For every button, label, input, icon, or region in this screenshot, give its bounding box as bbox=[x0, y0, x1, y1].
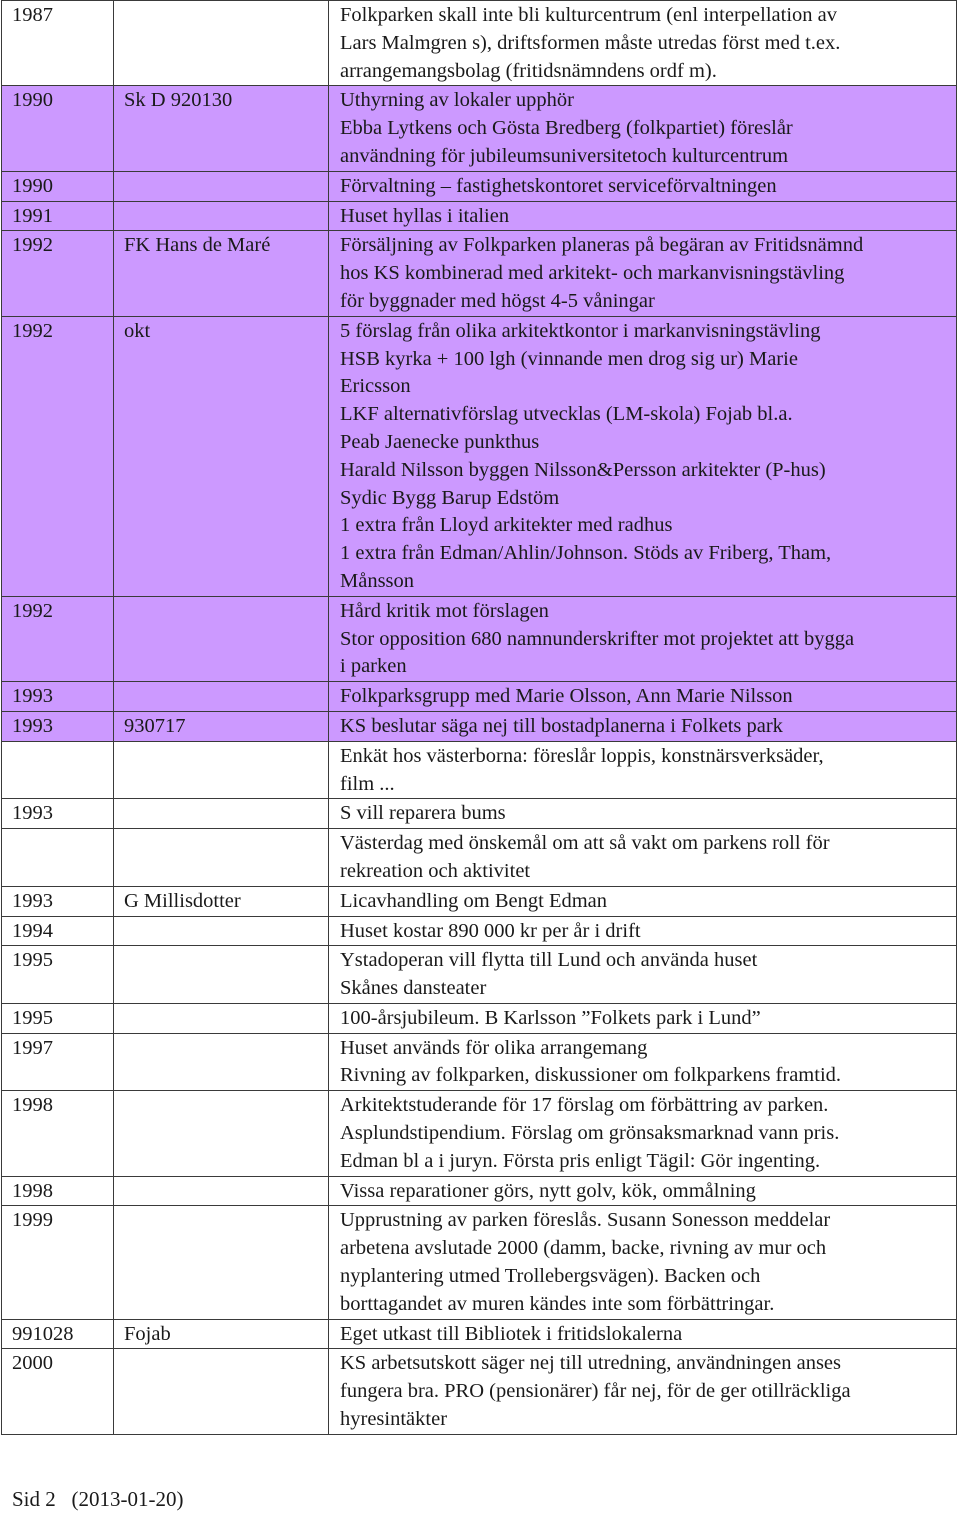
reference-cell: Sk D 920130 bbox=[114, 86, 329, 171]
year-cell bbox=[2, 741, 114, 799]
description-cell bbox=[329, 316, 957, 596]
year-cell bbox=[2, 829, 114, 887]
description-line: Huset kostar 890 000 kr per år i drift bbox=[340, 919, 641, 942]
page-number: Sid 2 bbox=[12, 1487, 56, 1511]
description-line: Skånes dansteater bbox=[340, 977, 487, 1000]
description-cell bbox=[329, 711, 957, 741]
table-row bbox=[2, 829, 957, 887]
description-line: Rivning av folkparken, diskussioner om folkparkens framtid. bbox=[340, 1064, 842, 1087]
reference-cell bbox=[114, 741, 329, 799]
reference-cell bbox=[114, 1033, 329, 1091]
table-row bbox=[2, 711, 957, 741]
reference-cell bbox=[114, 1176, 329, 1206]
table-row bbox=[2, 1003, 957, 1033]
description-line: Folkparksgrupp med Marie Olsson, Ann Marie Nilsson bbox=[340, 685, 793, 708]
reference-cell bbox=[114, 829, 329, 887]
year-cell: 1992 bbox=[2, 316, 114, 596]
reference-cell: FK Hans de Maré bbox=[114, 231, 329, 316]
year-cell: 1990 bbox=[2, 171, 114, 201]
description-cell bbox=[329, 886, 957, 916]
table-row bbox=[2, 682, 957, 712]
description-line: Huset hyllas i italien bbox=[340, 204, 510, 227]
reference-cell bbox=[114, 799, 329, 829]
year-cell: 1998 bbox=[2, 1176, 114, 1206]
table-row bbox=[2, 799, 957, 829]
description-line: arbetena avslutade 2000 (damm, backe, rivning av mur och bbox=[340, 1237, 827, 1260]
description-line: i parken bbox=[340, 655, 407, 678]
table-row bbox=[2, 886, 957, 916]
description-line: Licavhandling om Bengt Edman bbox=[340, 889, 608, 912]
description-line: Edman bl a i juryn. Första pris enligt Tägil: Gör ingenting. bbox=[340, 1149, 821, 1172]
table-row bbox=[2, 946, 957, 1004]
description-cell bbox=[329, 231, 957, 316]
description-line: 5 förslag från olika arkitektkontor i markanvisningstävling bbox=[340, 319, 821, 342]
reference-cell bbox=[114, 201, 329, 231]
year-cell: 1994 bbox=[2, 916, 114, 946]
description-cell bbox=[329, 799, 957, 829]
description-line: 1 extra från Edman/Ahlin/Johnson. Stöds av Friberg, Tham, bbox=[340, 542, 832, 565]
year-cell: 991028 bbox=[2, 1319, 114, 1349]
table-row bbox=[2, 171, 957, 201]
description-line: Huset används för olika arrangemang bbox=[340, 1036, 648, 1059]
description-line: Uthyrning av lokaler upphör bbox=[340, 89, 574, 112]
table-row bbox=[2, 86, 957, 171]
description-cell bbox=[329, 682, 957, 712]
year-cell: 1993 bbox=[2, 711, 114, 741]
table-row bbox=[2, 1349, 957, 1434]
description-line: Försäljning av Folkparken planeras på begäran av Fritidsnämnd bbox=[340, 234, 864, 257]
year-cell: 1991 bbox=[2, 201, 114, 231]
reference-cell bbox=[114, 1206, 329, 1319]
description-line: Folkparken skall inte bli kulturcentrum (enl interpellation av bbox=[340, 4, 837, 26]
table-row bbox=[2, 1091, 957, 1176]
description-cell bbox=[329, 1, 957, 86]
reference-cell bbox=[114, 1091, 329, 1176]
description-cell bbox=[329, 1176, 957, 1206]
year-cell: 1995 bbox=[2, 946, 114, 1004]
description-cell bbox=[329, 86, 957, 171]
description-cell bbox=[329, 1319, 957, 1349]
description-line: Eget utkast till Bibliotek i fritidslokalerna bbox=[340, 1322, 683, 1345]
description-cell bbox=[329, 916, 957, 946]
description-cell bbox=[329, 1091, 957, 1176]
description-line: Hård kritik mot förslagen bbox=[340, 599, 549, 622]
description-line: borttagandet av muren kändes inte som förbättringar. bbox=[340, 1292, 775, 1315]
description-line: Månsson bbox=[340, 569, 415, 592]
description-cell bbox=[329, 171, 957, 201]
description-line: Stor opposition 680 namnunderskrifter mot projektet att bygga bbox=[340, 627, 855, 650]
description-line: Ystadoperan vill flytta till Lund och använda huset bbox=[340, 949, 758, 972]
description-line: Enkät hos västerborna: föreslår loppis, konstnärsverksäder, bbox=[340, 744, 824, 767]
description-line: Ebba Lytkens och Gösta Bredberg (folkpartiet) föreslår bbox=[340, 117, 793, 140]
description-line: HSB kyrka + 100 lgh (vinnande men drog sig ur) Marie bbox=[340, 347, 798, 370]
description-line: för byggnader med högst 4-5 våningar bbox=[340, 289, 655, 312]
table-row bbox=[2, 201, 957, 231]
table-row bbox=[2, 916, 957, 946]
chronology-table-body bbox=[2, 1, 957, 1435]
description-line: KS beslutar säga nej till bostadplanerna i Folkets park bbox=[340, 714, 783, 737]
year-cell: 1992 bbox=[2, 231, 114, 316]
table-row bbox=[2, 741, 957, 799]
description-cell bbox=[329, 1349, 957, 1434]
table-row bbox=[2, 1, 957, 86]
description-line: hyresintäkter bbox=[340, 1408, 448, 1431]
document-date: (2013-01-20) bbox=[71, 1487, 184, 1511]
description-cell bbox=[329, 1033, 957, 1091]
description-cell bbox=[329, 201, 957, 231]
reference-cell bbox=[114, 1349, 329, 1434]
description-line: Västerdag med önskemål om att så vakt om parkens roll för bbox=[340, 832, 830, 855]
reference-cell bbox=[114, 1, 329, 86]
table-row bbox=[2, 1319, 957, 1349]
description-line: arrangemangsbolag (fritidsnämndens ordf m). bbox=[340, 59, 717, 82]
description-cell bbox=[329, 741, 957, 799]
description-line: Sydic Bygg Barup Edstöm bbox=[340, 486, 560, 509]
description-line: Harald Nilsson byggen Nilsson&Persson arkitekter (P-hus) bbox=[340, 458, 826, 481]
description-line: 100-årsjubileum. B Karlsson ”Folkets park i Lund” bbox=[340, 1006, 761, 1029]
year-cell: 1992 bbox=[2, 596, 114, 681]
description-line: Ericsson bbox=[340, 375, 411, 398]
reference-cell bbox=[114, 916, 329, 946]
table-row bbox=[2, 231, 957, 316]
reference-cell bbox=[114, 946, 329, 1004]
description-cell bbox=[329, 1003, 957, 1033]
year-cell: 1993 bbox=[2, 799, 114, 829]
description-line: användning för jubileumsuniversitetoch kulturcentrum bbox=[340, 144, 789, 167]
table-row bbox=[2, 316, 957, 596]
description-line: hos KS kombinerad med arkitekt- och markanvisningstävling bbox=[340, 262, 845, 285]
year-cell: 1990 bbox=[2, 86, 114, 171]
description-line: Upprustning av parken föreslås. Susann Sonesson meddelar bbox=[340, 1209, 831, 1232]
description-line: LKF alternativförslag utvecklas (LM-skola) Fojab bl.a. bbox=[340, 403, 793, 426]
reference-cell bbox=[114, 171, 329, 201]
chronology-table bbox=[1, 0, 957, 1435]
table-row bbox=[2, 1206, 957, 1319]
reference-cell: G Millisdotter bbox=[114, 886, 329, 916]
description-line: nyplantering utmed Trollebergsvägen). Backen och bbox=[340, 1265, 761, 1288]
year-cell: 1997 bbox=[2, 1033, 114, 1091]
reference-cell: okt bbox=[114, 316, 329, 596]
description-cell bbox=[329, 1206, 957, 1319]
reference-cell bbox=[114, 596, 329, 681]
description-line: S vill reparera bums bbox=[340, 802, 506, 825]
description-line: rekreation och aktivitet bbox=[340, 859, 531, 882]
description-cell bbox=[329, 829, 957, 887]
description-line: film ... bbox=[340, 772, 395, 795]
description-line: Arkitektstuderande för 17 förslag om förbättring av parken. bbox=[340, 1094, 829, 1117]
table-row bbox=[2, 596, 957, 681]
description-line: Vissa reparationer görs, nytt golv, kök, ommålning bbox=[340, 1179, 756, 1202]
description-line: Peab Jaenecke punkthus bbox=[340, 430, 540, 453]
year-cell: 2000 bbox=[2, 1349, 114, 1434]
reference-cell bbox=[114, 682, 329, 712]
table-row bbox=[2, 1033, 957, 1091]
page-footer bbox=[12, 1486, 184, 1512]
description-cell bbox=[329, 596, 957, 681]
description-line: fungera bra. PRO (pensionärer) får nej, för de ger otillräckliga bbox=[340, 1380, 851, 1403]
year-cell: 1993 bbox=[2, 886, 114, 916]
year-cell: 1995 bbox=[2, 1003, 114, 1033]
description-line: Lars Malmgren s), driftsformen måste utredas först med t.ex. bbox=[340, 31, 841, 54]
year-cell: 1993 bbox=[2, 682, 114, 712]
description-line: KS arbetsutskott säger nej till utredning, användningen anses bbox=[340, 1352, 842, 1375]
reference-cell: Fojab bbox=[114, 1319, 329, 1349]
year-cell: 1999 bbox=[2, 1206, 114, 1319]
description-line: Asplundstipendium. Förslag om grönsaksmarknad vann pris. bbox=[340, 1122, 840, 1145]
description-cell bbox=[329, 946, 957, 1004]
year-cell: 1987 bbox=[2, 1, 114, 86]
reference-cell: 930717 bbox=[114, 711, 329, 741]
description-line: 1 extra från Lloyd arkitekter med radhus bbox=[340, 514, 673, 537]
reference-cell bbox=[114, 1003, 329, 1033]
description-line: Förvaltning – fastighetskontoret serviceförvaltningen bbox=[340, 174, 777, 197]
table-row bbox=[2, 1176, 957, 1206]
year-cell: 1998 bbox=[2, 1091, 114, 1176]
